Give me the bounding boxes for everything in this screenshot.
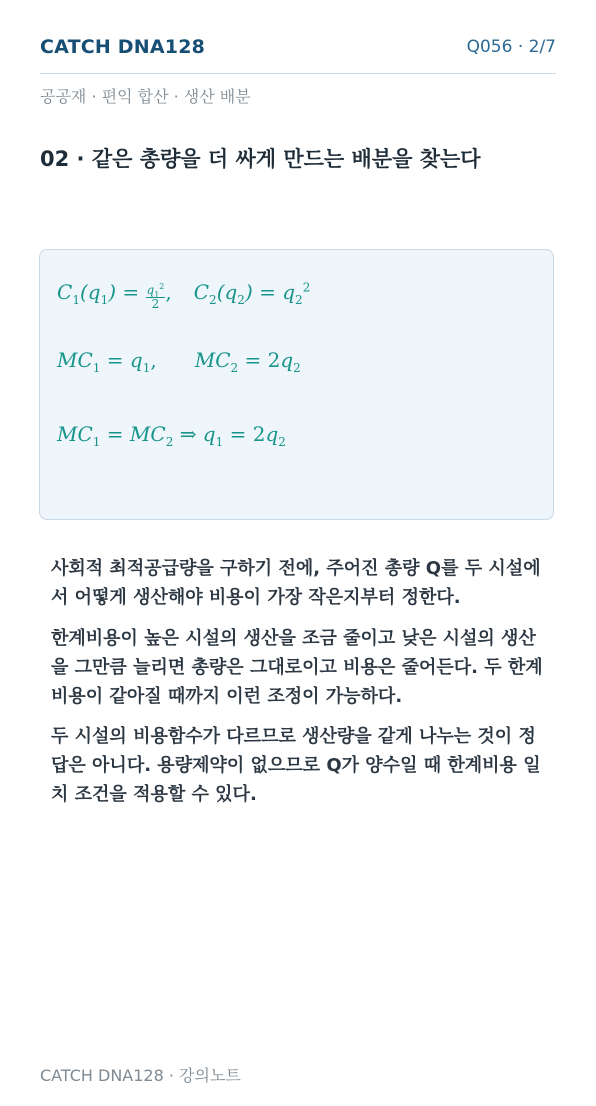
formula-equal-marginal-cost: $MC_1 = MC_2$ ⇒ $q_1 = 2q_2$ xyxy=(57,422,286,449)
footer-label: CATCH DNA128 · 강의노트 xyxy=(40,1066,241,1085)
page-indicator: Q056 · 2/7 xyxy=(466,37,556,57)
paragraph-intro: 사회적 최적공급량을 구하기 전에, 주어진 총량 Q를 두 시설에서 어떻게 생산해야 비용이 가장 작은지부터 정한다. xyxy=(51,558,541,608)
fraction-q1-squared-over-2: $\frac{q_1^2}{2}$ xyxy=(146,282,165,311)
section-title: 02 · 같은 총량을 더 싸게 만드는 배분을 찾는다 xyxy=(40,147,481,171)
breadcrumb: 공공재 · 편익 합산 · 생산 배분 xyxy=(40,87,251,106)
paragraph-adjustment: 한계비용이 높은 시설의 생산을 조금 줄이고 낮은 시설의 생산을 그만큼 늘리면 총량은 그대로이고 비용은 줄어든다. 두 한계비용이 같아질 때까지 이런 조정이 가능하다. xyxy=(51,628,543,707)
formula-box xyxy=(39,249,554,520)
paragraph-condition: 두 시설의 비용함수가 다르므로 생산량을 같게 나누는 것이 정답은 아니다. 용량제약이 없으므로 Q가 양수일 때 한계비용 일치 조건을 적용할 수 있다. xyxy=(51,726,541,805)
formula-marginal-costs: $MC_1 = q_1$, $MC_2 = 2q_2$ xyxy=(57,348,301,375)
header-bar xyxy=(40,36,556,74)
formula-cost-functions: $C_1(q_1)$ = $\frac{q_1^2}{2}$ , $C_2(q_2) = q_2^2$ xyxy=(57,280,311,311)
brand-title: CATCH DNA128 xyxy=(40,36,206,58)
